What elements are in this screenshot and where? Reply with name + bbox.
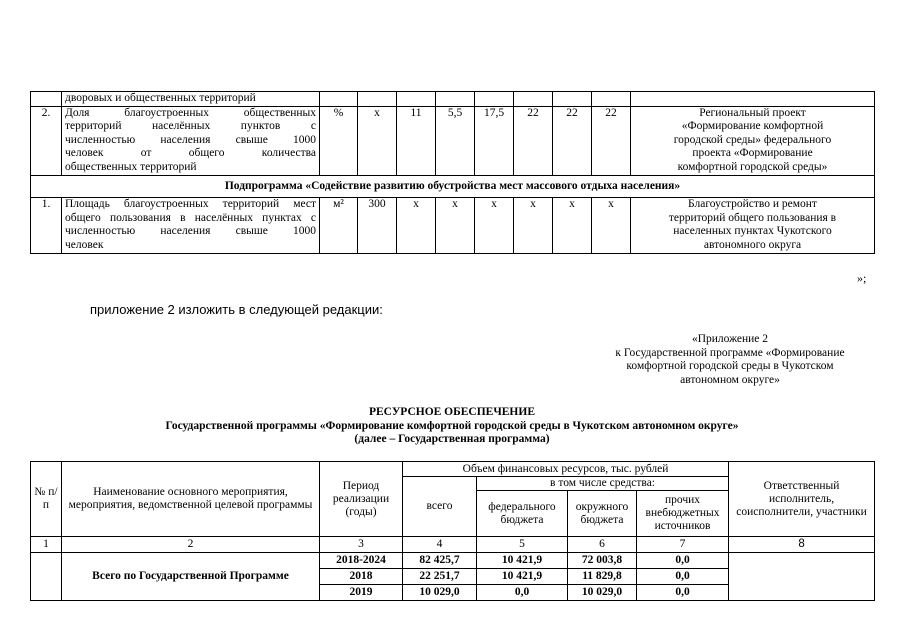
resource-table [30, 461, 875, 601]
total-cell: 22 251,7 [403, 569, 477, 585]
instruction-text: приложение 2 изложить в следующей редакции: [90, 302, 383, 317]
value-cell: x [592, 198, 631, 253]
closing-quote-mark: »; [857, 271, 867, 285]
continuation-text: дворовых и общественных территорий [62, 92, 320, 107]
value-cell: x [436, 198, 475, 253]
other-cell: 0,0 [637, 569, 729, 585]
col-header-volume: Объем финансовых ресурсов, тыс. рублей [403, 462, 729, 477]
column-numbers-row [31, 537, 875, 553]
value-cell: 300 [358, 198, 397, 253]
column-number: 4 [403, 537, 477, 553]
value-cell: 17,5 [475, 106, 514, 175]
section-heading [30, 406, 874, 447]
col-header-federal: федерального бюджета [477, 491, 568, 537]
column-number: 3 [320, 537, 403, 553]
row-number: 2. [31, 106, 62, 175]
responsible-cell [729, 553, 875, 601]
value-cell: 22 [553, 106, 592, 175]
indicator-name: Площадь благоустроенных территорий мест общего пользования в населённых пунктах с численностью населения свыше 1000 человек [62, 198, 320, 253]
district-cell: 10 029,0 [568, 585, 637, 601]
federal-cell: 0,0 [477, 585, 568, 601]
col-header-including: в том числе средства: [477, 477, 729, 491]
header-row [31, 462, 875, 477]
federal-cell: 10 421,9 [477, 569, 568, 585]
col-header-period: Период реализации (годы) [320, 462, 403, 537]
unit: м² [320, 198, 358, 253]
total-cell: 10 029,0 [403, 585, 477, 601]
value-cell: x [397, 198, 436, 253]
col-header-name: Наименование основного мероприятия, мероприятия, ведомственной целевой программы [62, 462, 320, 537]
column-number: 7 [637, 537, 729, 553]
column-number: 8 [729, 537, 875, 553]
col-header-num: № п/п [31, 462, 62, 537]
district-cell: 11 829,8 [568, 569, 637, 585]
value-cell: 11 [397, 106, 436, 175]
value-cell: x [514, 198, 553, 253]
col-header-other: прочих внебюджетных источников [637, 491, 729, 537]
indicator-row-1 [31, 198, 875, 253]
subprogram-row [31, 175, 875, 198]
value-cell: x [358, 106, 397, 175]
col-header-total: всего [403, 477, 477, 537]
appendix-reference: «Приложение 2 к Государственной программе «Формирование комфортной городской среды в Чукотском автономном округе» [615, 333, 845, 386]
federal-cell: 10 421,9 [477, 553, 568, 569]
table-row [31, 553, 875, 569]
column-number: 5 [477, 537, 568, 553]
indicators-table [30, 91, 875, 254]
total-cell: 82 425,7 [403, 553, 477, 569]
column-number: 1 [31, 537, 62, 553]
heading-title: РЕСУРСНОЕ ОБЕСПЕЧЕНИЕ [368, 406, 535, 418]
row-number: 1. [31, 198, 62, 253]
value-cell: 22 [514, 106, 553, 175]
col-header-district: окружного бюджета [568, 491, 637, 537]
value-cell: x [475, 198, 514, 253]
period-cell: 2018-2024 [320, 553, 403, 569]
district-cell: 72 003,8 [568, 553, 637, 569]
period-cell: 2018 [320, 569, 403, 585]
period-cell: 2019 [320, 585, 403, 601]
indicator-name: Доля благоустроенных общественных территорий населённых пунктов с численностью населения свыше 1000 человек от общего количества общественных территорий [62, 106, 320, 175]
value-cell: 22 [592, 106, 631, 175]
col-header-responsible: Ответственный исполнитель, соисполнители, участники [729, 462, 875, 537]
unit: % [320, 106, 358, 175]
total-label: Всего по Государственной Программе [62, 553, 320, 601]
other-cell: 0,0 [637, 585, 729, 601]
column-number: 2 [62, 537, 320, 553]
project-name: Благоустройство и ремонт территорий общего пользования в населенных пунктах Чукотского автономного округа [631, 198, 875, 253]
value-cell: 5,5 [436, 106, 475, 175]
value-cell: x [553, 198, 592, 253]
indicator-row-2 [31, 106, 875, 175]
heading-subtitle: Государственной программы «Формирование комфортной городской среды в Чукотском автономном округе» [165, 419, 739, 432]
column-number: 6 [568, 537, 637, 553]
continuation-row [31, 92, 875, 107]
subprogram-title: Подпрограмма «Содействие развитию обустройства мест массового отдыха населения» [31, 175, 875, 198]
project-name: Региональный проект «Формирование комфортной городской среды» федерального проекта «Формирование комфортной городской среды» [631, 106, 875, 175]
other-cell: 0,0 [637, 553, 729, 569]
heading-note: (далее – Государственная программа) [354, 433, 550, 445]
